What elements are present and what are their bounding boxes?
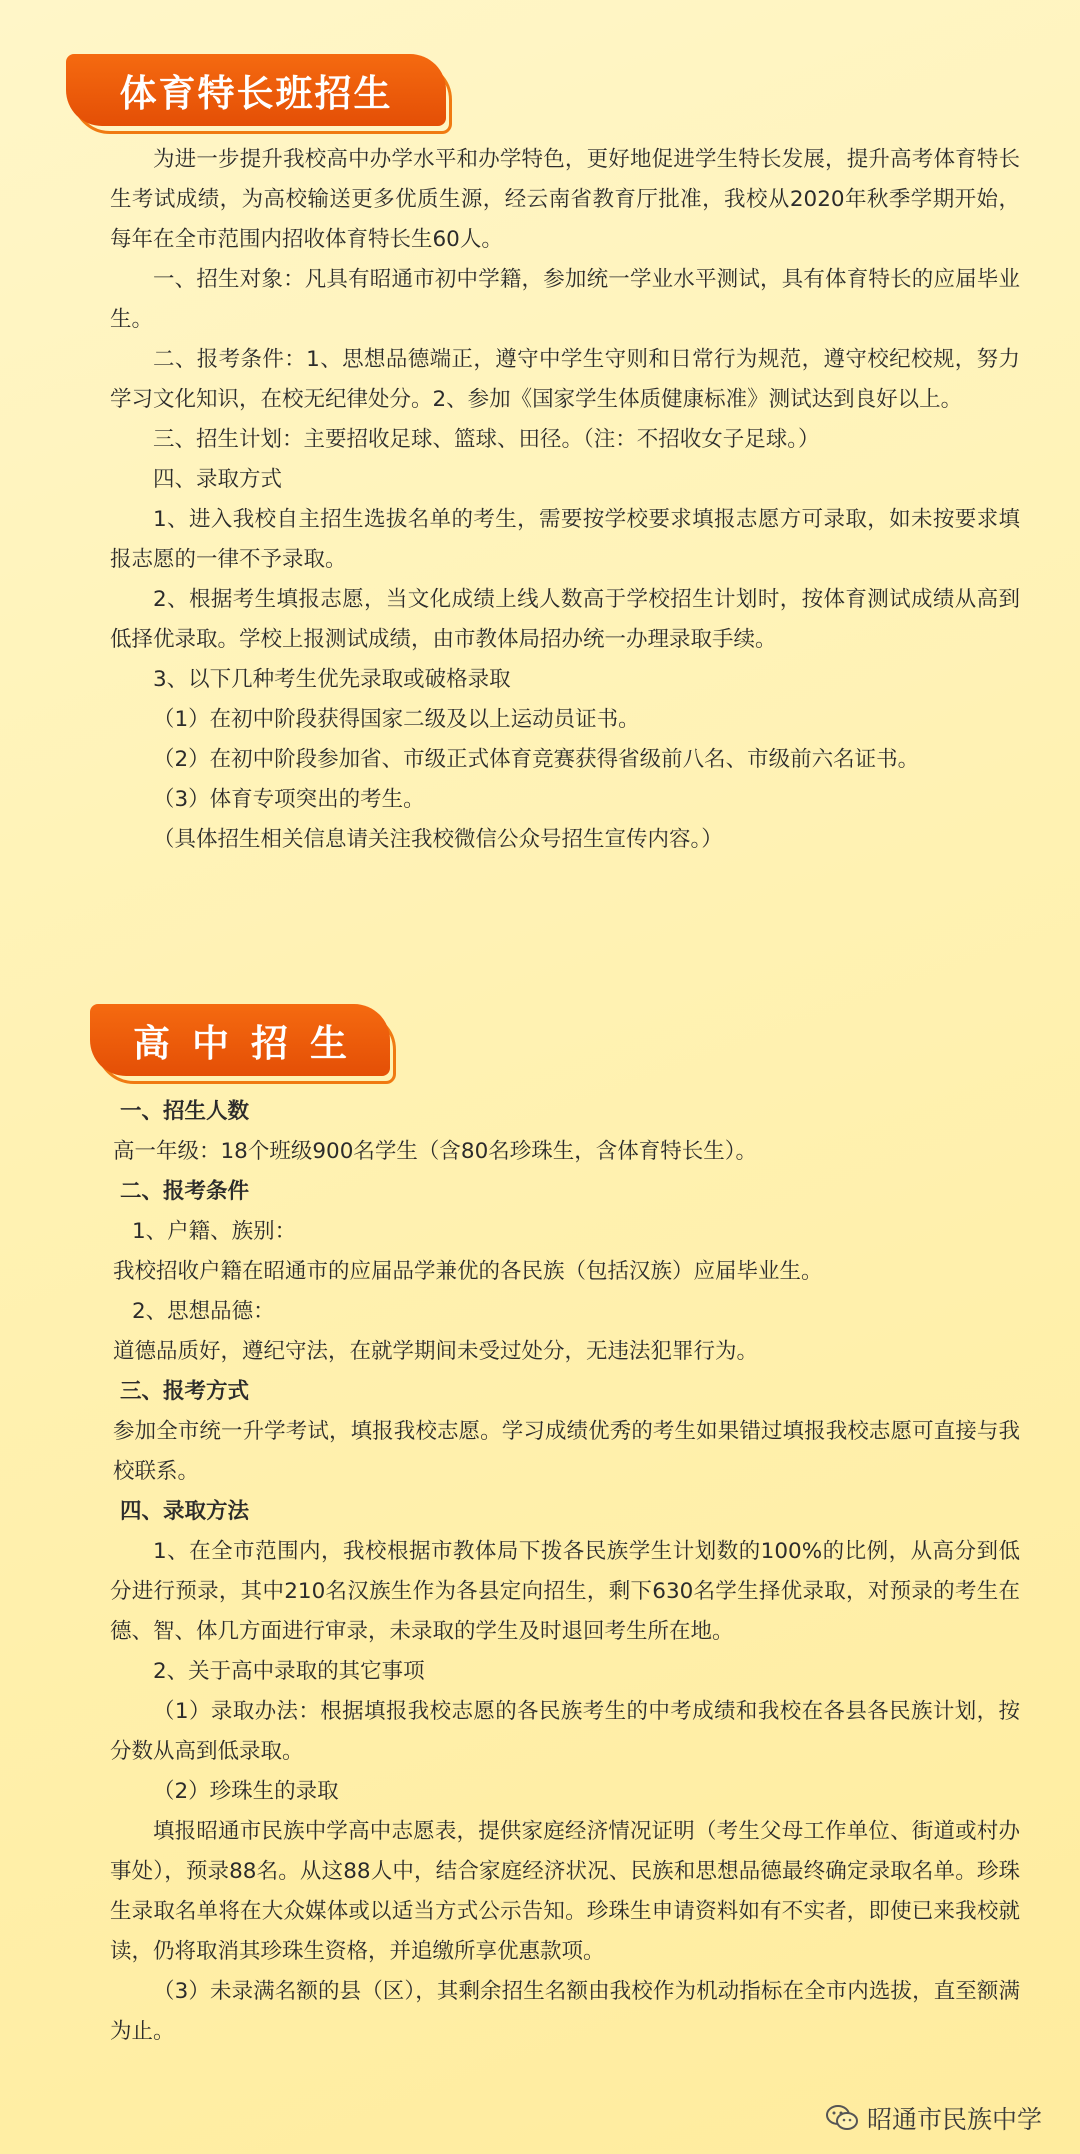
paragraph: 一、招生对象：凡具有昭通市初中学籍，参加统一学业水平测试，具有体育特长的应届毕业生。 [110,267,1020,332]
paragraph: 1、在全市范围内，我校根据市教体局下拨各民族学生计划数的100%的比例，从高分到低分进行预录，其中210名汉族生作为各县定向招生，剩下630名学生择优录取，对预录的考生在德、智、体几方面进行审录，未录取的学生及时退回考生所在地。 [110,1539,1020,1644]
paragraph: 二、报考条件：1、思想品德端正，遵守中学生守则和日常行为规范，遵守校纪校规，努力学习文化知识，在校无纪律处分。2、参加《国家学生体质健康标准》测试达到良好以上。 [110,347,1020,412]
paragraph: （1）录取办法：根据填报我校志愿的各民族考生的中考成绩和我校在各县各民族计划，按分数从高到低录取。 [110,1699,1020,1764]
paragraph: 我校招收户籍在昭通市的应届品学兼优的各民族（包括汉族）应届毕业生。 [113,1259,823,1284]
paragraph: （1）在初中阶段获得国家二级及以上运动员证书。 [153,707,640,732]
paragraph: 三、招生计划：主要招收足球、篮球、田径。（注：不招收女子足球。） [153,427,820,452]
paragraph: 参加全市统一升学考试，填报我校志愿。学习成绩优秀的考生如果错过填报我校志愿可直接与我校联系。 [113,1419,1020,1484]
section-banner-sports [66,54,446,126]
heading-admission-method: 四、录取方法 [120,1499,250,1524]
paragraph: 1、户籍、族别： [132,1219,297,1244]
wechat-icon [825,2104,859,2132]
heading-enrollment-count: 一、招生人数 [120,1099,250,1124]
paragraph: 2、根据考生填报志愿，当文化成绩上线人数高于学校招生计划时，按体育测试成绩从高到低择优录取。学校上报测试成绩，由市教体局招办统一办理录取手续。 [110,587,1020,652]
heading-application-method: 三、报考方式 [120,1379,250,1404]
paragraph: 四、录取方式 [153,467,283,492]
paragraph: 2、关于高中录取的其它事项 [153,1659,425,1684]
paragraph: 高一年级：18个班级900名学生（含80名珍珠生，含体育特长生）。 [113,1139,758,1164]
paragraph: （具体招生相关信息请关注我校微信公众号招生宣传内容。） [153,827,723,852]
paragraph: 1、进入我校自主招生选拔名单的考生，需要按学校要求填报志愿方可录取，如未按要求填报志愿的一律不予录取。 [110,507,1020,572]
section-banner-highschool [90,1004,390,1076]
heading-requirements: 二、报考条件 [120,1179,250,1204]
paragraph: 道德品质好，遵纪守法，在就学期间未受过处分，无违法犯罪行为。 [113,1339,759,1364]
highschool-recruitment-section [110,1092,1020,2052]
paragraph: 3、以下几种考生优先录取或破格录取 [153,667,511,692]
paragraph: （3）未录满名额的县（区），其剩余招生名额由我校作为机动指标在全市内选拔，直至额满为止。 [110,1979,1020,2044]
paragraph: 2、思想品德： [132,1299,275,1324]
banner-title: 体育特长班招生 [66,54,446,126]
account-name: 昭通市民族中学 [866,2105,1042,2134]
intro-paragraph: 为进一步提升我校高中办学水平和办学特色，更好地促进学生特长发展，提升高考体育特长生考试成绩，为高校输送更多优质生源，经云南省教育厅批准，我校从2020年秋季学期开始，每年在全市范围内招收体育特长生60人。 [110,147,1020,252]
paragraph: （2）在初中阶段参加省、市级正式体育竞赛获得省级前八名、市级前六名证书。 [153,747,920,772]
paragraph: （2）珍珠生的录取 [153,1779,339,1804]
wechat-account-watermark [825,2100,1042,2136]
sports-recruitment-section [110,140,1020,860]
paragraph: （3）体育专项突出的考生。 [153,787,425,812]
banner-title: 高中招生 [90,1004,390,1076]
paragraph: 填报昭通市民族中学高中志愿表，提供家庭经济情况证明（考生父母工作单位、街道或村办事处），预录88名。从这88人中，结合家庭经济状况、民族和思想品德最终确定录取名单。珍珠生录取名单将在大众媒体或以适当方式公示告知。珍珠生申请资料如有不实者，即使已来我校就读，仍将取消其珍珠生资格，并追缴所享优惠款项。 [110,1819,1020,1964]
